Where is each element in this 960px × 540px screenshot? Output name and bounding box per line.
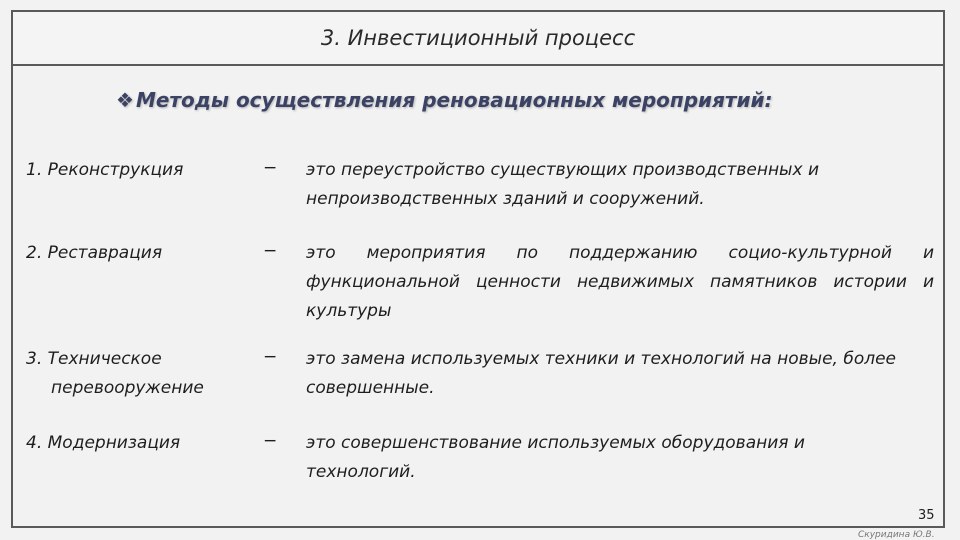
term-label — [26, 429, 180, 458]
diamond-bullet-icon: ❖ — [116, 88, 134, 112]
term-label — [26, 156, 183, 185]
definition-text: это мероприятия по поддержанию социо-культурной и функциональной ценности недвижимых памятников истории и культуры — [306, 243, 934, 321]
dash-separator: − — [263, 347, 278, 367]
author-signature: Скуридина Ю.В. — [858, 530, 935, 540]
definition-text: это переустройство существующих производственных и непроизводственных зданий и сооружений. — [306, 160, 819, 209]
slide-title — [11, 10, 945, 66]
section-heading — [116, 88, 773, 112]
term-line: 4. Модернизация — [26, 433, 181, 453]
term-line: 3. Техническое — [26, 349, 162, 369]
term-label — [26, 345, 204, 403]
definition-text: это замена используемых техники и технологий на новые, более совершенные. — [306, 349, 897, 398]
dash-separator: − — [263, 158, 278, 178]
term-line: 2. Реставрация — [26, 243, 163, 263]
dash-separator: − — [263, 431, 278, 451]
term-line: перевооружение — [51, 378, 204, 398]
term-label — [26, 239, 162, 268]
term-line: 1. Реконструкция — [26, 160, 184, 180]
page-number: 35 — [918, 508, 935, 523]
slide-title-text: 3. Инвестиционный процесс — [320, 26, 636, 50]
dash-separator: − — [263, 241, 278, 261]
definition-text: это совершенствование используемых оборудования и технологий. — [306, 433, 805, 482]
section-heading-text: Методы осуществления реновационных мероприятий: — [135, 88, 773, 112]
